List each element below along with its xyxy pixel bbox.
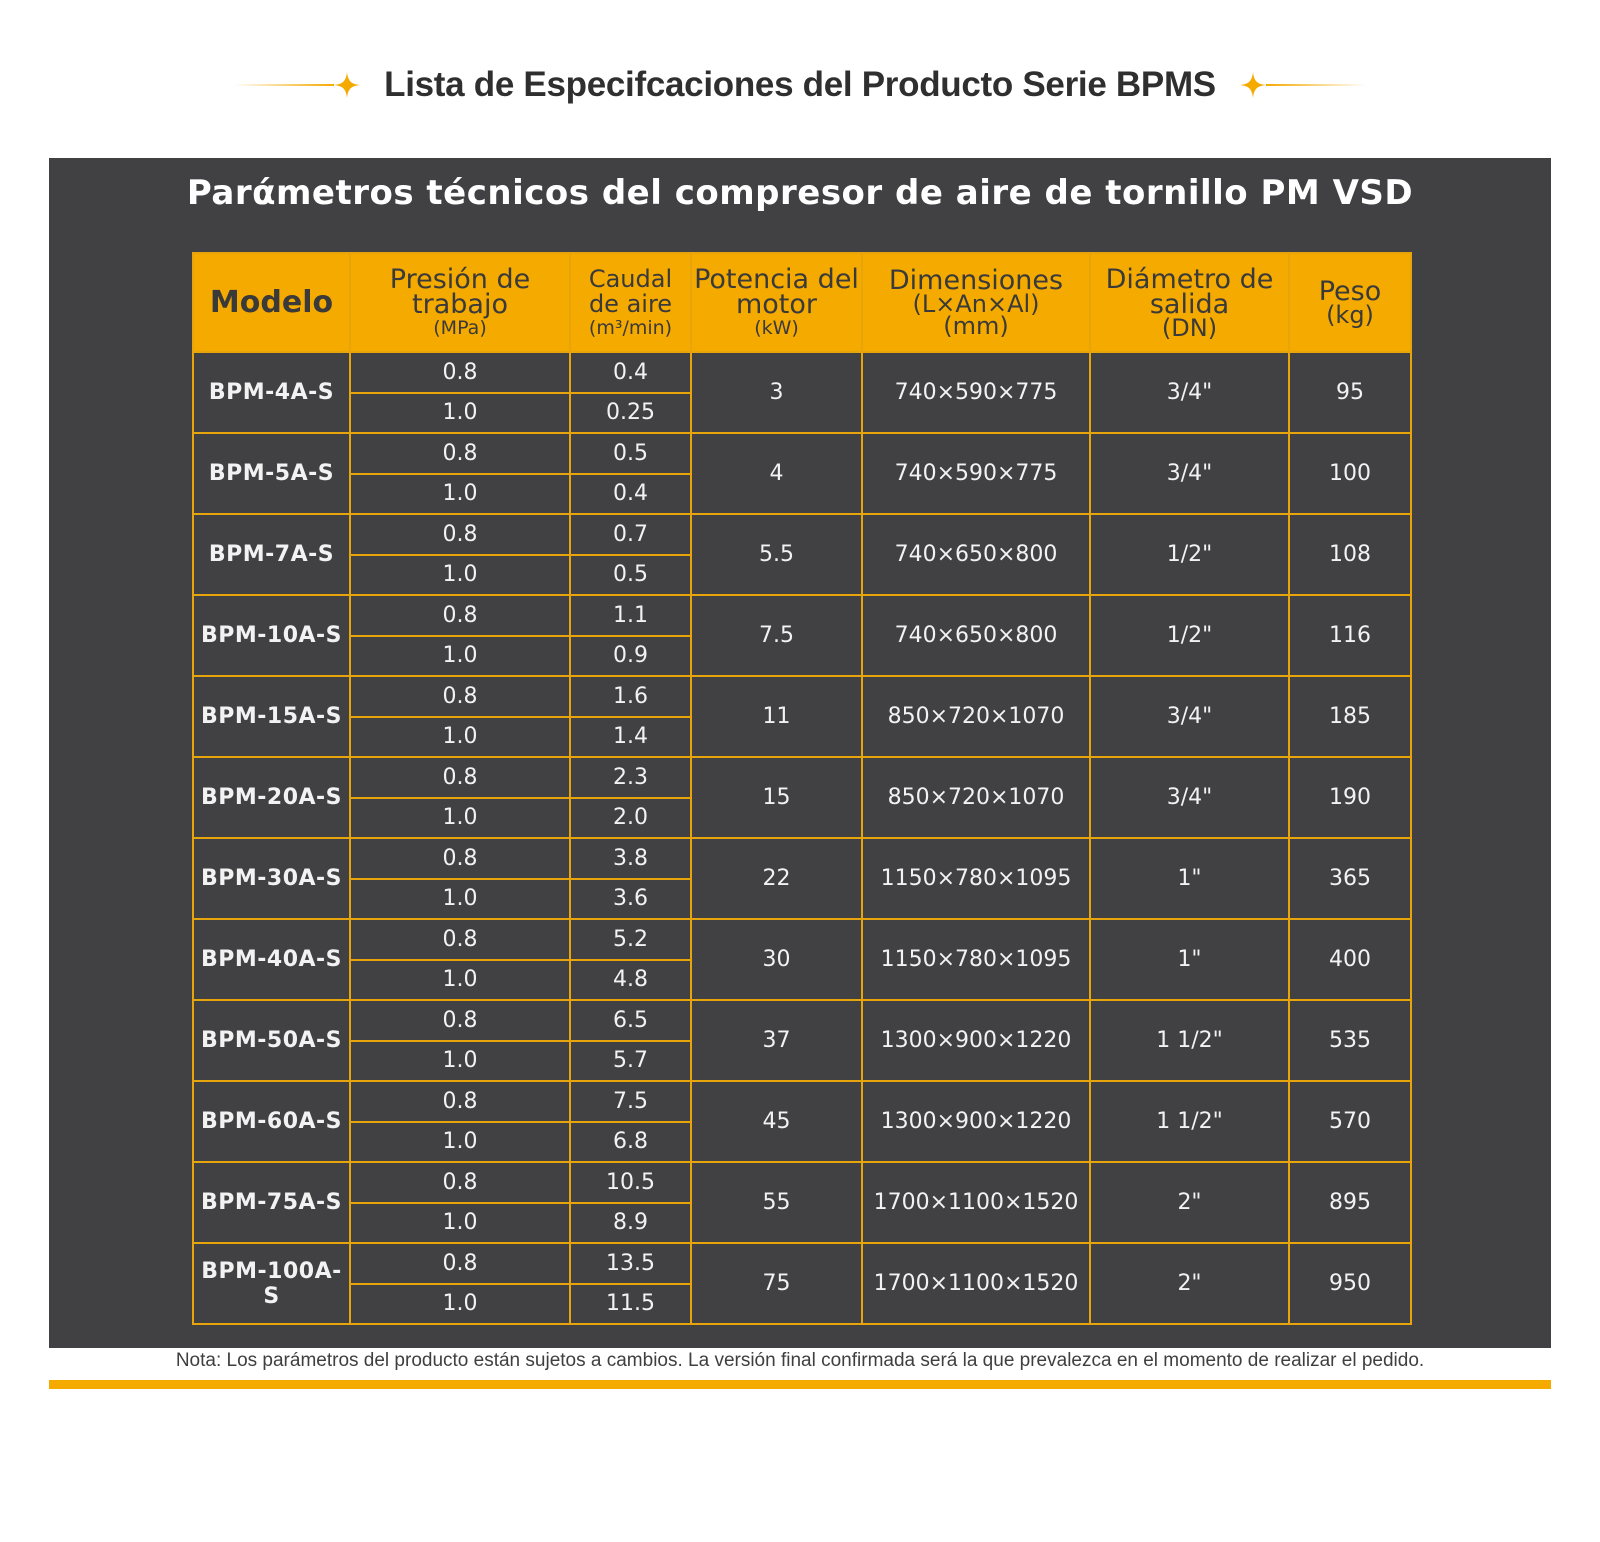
decoration-line xyxy=(234,84,334,86)
airflow-cell: 6.8 xyxy=(570,1122,691,1163)
title-decoration-left xyxy=(234,72,360,98)
power-cell: 3 xyxy=(691,352,862,433)
header-dimensions xyxy=(862,253,1090,352)
pressure-cell: 1.0 xyxy=(350,960,570,1001)
header-airflow xyxy=(570,253,691,352)
airflow-cell: 0.4 xyxy=(570,474,691,515)
airflow-cell: 1.4 xyxy=(570,717,691,758)
header-outlet-unit: (DN) xyxy=(1161,313,1218,342)
pressure-cell: 0.8 xyxy=(350,433,570,474)
table-row xyxy=(193,352,1411,393)
power-cell: 55 xyxy=(691,1162,862,1243)
panel-title: Parάmetros técnicos del compresor de aire de tornillo PM VSD xyxy=(186,173,1414,213)
airflow-cell: 2.3 xyxy=(570,757,691,798)
weight-cell: 950 xyxy=(1289,1243,1411,1324)
table-row xyxy=(193,757,1411,798)
header-power xyxy=(691,253,862,352)
pressure-cell: 0.8 xyxy=(350,514,570,555)
power-cell: 4 xyxy=(691,433,862,514)
weight-cell: 535 xyxy=(1289,1000,1411,1081)
dimensions-cell: 1300×900×1220 xyxy=(862,1000,1090,1081)
weight-cell: 116 xyxy=(1289,595,1411,676)
pressure-cell: 1.0 xyxy=(350,798,570,839)
airflow-cell: 5.7 xyxy=(570,1041,691,1082)
airflow-cell: 1.6 xyxy=(570,676,691,717)
dimensions-cell: 1300×900×1220 xyxy=(862,1081,1090,1162)
weight-cell: 895 xyxy=(1289,1162,1411,1243)
airflow-cell: 0.4 xyxy=(570,352,691,393)
header-dimensions-unit: (mm) xyxy=(943,312,1009,340)
dimensions-cell: 1150×780×1095 xyxy=(862,838,1090,919)
table-row xyxy=(193,838,1411,879)
weight-cell: 185 xyxy=(1289,676,1411,757)
disclaimer-note: Nota: Los parámetros del producto están sujetos a cambios. La versión final confirmada será la que prevalezca en el momento de realizar el pedido. xyxy=(175,1350,1425,1371)
header-power-label: Potencia del motor xyxy=(694,263,859,320)
airflow-cell: 6.5 xyxy=(570,1000,691,1041)
table-row xyxy=(193,1000,1411,1041)
pressure-cell: 0.8 xyxy=(350,595,570,636)
pressure-cell: 0.8 xyxy=(350,757,570,798)
decoration-line xyxy=(1266,84,1366,86)
power-cell: 75 xyxy=(691,1243,862,1324)
weight-cell: 190 xyxy=(1289,757,1411,838)
pressure-cell: 1.0 xyxy=(350,1203,570,1244)
pressure-cell: 0.8 xyxy=(350,838,570,879)
table-header-row xyxy=(193,253,1411,352)
sparkle-star-icon xyxy=(1240,72,1266,98)
model-cell: BPM-60A-S xyxy=(193,1081,350,1162)
pressure-cell: 0.8 xyxy=(350,676,570,717)
airflow-cell: 3.6 xyxy=(570,879,691,920)
airflow-cell: 0.5 xyxy=(570,433,691,474)
dimensions-cell: 740×590×775 xyxy=(862,352,1090,433)
header-pressure-label: Presión de trabajo xyxy=(389,263,531,320)
outlet-cell: 3/4" xyxy=(1090,352,1289,433)
pressure-cell: 1.0 xyxy=(350,1122,570,1163)
pressure-cell: 1.0 xyxy=(350,879,570,920)
model-cell: BPM-50A-S xyxy=(193,1000,350,1081)
dimensions-cell: 1150×780×1095 xyxy=(862,919,1090,1000)
spec-panel xyxy=(49,158,1551,1348)
weight-cell: 100 xyxy=(1289,433,1411,514)
pressure-cell: 1.0 xyxy=(350,717,570,758)
header-power-unit: (kW) xyxy=(754,316,799,339)
airflow-cell: 0.9 xyxy=(570,636,691,677)
dimensions-cell: 740×650×800 xyxy=(862,514,1090,595)
table-row xyxy=(193,1243,1411,1284)
weight-cell: 570 xyxy=(1289,1081,1411,1162)
model-cell: BPM-5A-S xyxy=(193,433,350,514)
table-row xyxy=(193,1162,1411,1203)
power-cell: 7.5 xyxy=(691,595,862,676)
table-row xyxy=(193,514,1411,555)
dimensions-cell: 850×720×1070 xyxy=(862,676,1090,757)
power-cell: 37 xyxy=(691,1000,862,1081)
outlet-cell: 3/4" xyxy=(1090,757,1289,838)
outlet-cell: 1" xyxy=(1090,838,1289,919)
airflow-cell: 11.5 xyxy=(570,1284,691,1325)
power-cell: 45 xyxy=(691,1081,862,1162)
airflow-cell: 0.5 xyxy=(570,555,691,596)
spec-table xyxy=(192,252,1412,1325)
table-row xyxy=(193,595,1411,636)
model-cell: BPM-100A-S xyxy=(193,1243,350,1324)
outlet-cell: 3/4" xyxy=(1090,433,1289,514)
model-cell: BPM-10A-S xyxy=(193,595,350,676)
airflow-cell: 3.8 xyxy=(570,838,691,879)
airflow-cell: 13.5 xyxy=(570,1243,691,1284)
pressure-cell: 0.8 xyxy=(350,1081,570,1122)
outlet-cell: 3/4" xyxy=(1090,676,1289,757)
header-pressure-unit: (MPa) xyxy=(433,316,487,339)
outlet-cell: 1/2" xyxy=(1090,595,1289,676)
model-cell: BPM-20A-S xyxy=(193,757,350,838)
pressure-cell: 0.8 xyxy=(350,1243,570,1284)
airflow-cell: 2.0 xyxy=(570,798,691,839)
pressure-cell: 1.0 xyxy=(350,474,570,515)
weight-cell: 95 xyxy=(1289,352,1411,433)
pressure-cell: 0.8 xyxy=(350,919,570,960)
dimensions-cell: 1700×1100×1520 xyxy=(862,1243,1090,1324)
outlet-cell: 1" xyxy=(1090,919,1289,1000)
airflow-cell: 1.1 xyxy=(570,595,691,636)
model-cell: BPM-40A-S xyxy=(193,919,350,1000)
table-row xyxy=(193,919,1411,960)
weight-cell: 365 xyxy=(1289,838,1411,919)
power-cell: 11 xyxy=(691,676,862,757)
model-cell: BPM-7A-S xyxy=(193,514,350,595)
airflow-cell: 4.8 xyxy=(570,960,691,1001)
pressure-cell: 1.0 xyxy=(350,1284,570,1325)
header-outlet xyxy=(1090,253,1289,352)
power-cell: 22 xyxy=(691,838,862,919)
header-model: Modelo xyxy=(193,253,350,352)
power-cell: 30 xyxy=(691,919,862,1000)
outlet-cell: 2" xyxy=(1090,1162,1289,1243)
airflow-cell: 10.5 xyxy=(570,1162,691,1203)
weight-cell: 400 xyxy=(1289,919,1411,1000)
bottom-accent-bar xyxy=(49,1380,1551,1389)
dimensions-cell: 850×720×1070 xyxy=(862,757,1090,838)
table-row xyxy=(193,1081,1411,1122)
power-cell: 15 xyxy=(691,757,862,838)
airflow-cell: 0.7 xyxy=(570,514,691,555)
outlet-cell: 1 1/2" xyxy=(1090,1081,1289,1162)
header-outlet-label: Diámetro de salida xyxy=(1105,263,1274,320)
dimensions-cell: 1700×1100×1520 xyxy=(862,1162,1090,1243)
airflow-cell: 5.2 xyxy=(570,919,691,960)
weight-cell: 108 xyxy=(1289,514,1411,595)
spec-table-body xyxy=(193,352,1411,1324)
header-airflow-label: Caudal de aire xyxy=(588,264,673,318)
model-cell: BPM-4A-S xyxy=(193,352,350,433)
airflow-cell: 0.25 xyxy=(570,393,691,434)
header-weight-unit: (kg) xyxy=(1326,301,1374,329)
pressure-cell: 1.0 xyxy=(350,393,570,434)
outlet-cell: 1/2" xyxy=(1090,514,1289,595)
pressure-cell: 1.0 xyxy=(350,1041,570,1082)
outlet-cell: 1 1/2" xyxy=(1090,1000,1289,1081)
table-row xyxy=(193,433,1411,474)
model-cell: BPM-30A-S xyxy=(193,838,350,919)
pressure-cell: 1.0 xyxy=(350,555,570,596)
airflow-cell: 7.5 xyxy=(570,1081,691,1122)
airflow-cell: 8.9 xyxy=(570,1203,691,1244)
dimensions-cell: 740×590×775 xyxy=(862,433,1090,514)
dimensions-cell: 740×650×800 xyxy=(862,595,1090,676)
outlet-cell: 2" xyxy=(1090,1243,1289,1324)
title-decoration-right xyxy=(1240,72,1366,98)
pressure-cell: 0.8 xyxy=(350,1000,570,1041)
table-row xyxy=(193,676,1411,717)
header-weight-label: Peso xyxy=(1318,276,1382,307)
header-airflow-unit: (m³/min) xyxy=(588,316,673,339)
header-weight xyxy=(1289,253,1411,352)
model-cell: BPM-75A-S xyxy=(193,1162,350,1243)
header-pressure xyxy=(350,253,570,352)
sparkle-star-icon xyxy=(334,72,360,98)
header-dimensions-label: Dimensiones xyxy=(888,265,1064,296)
pressure-cell: 0.8 xyxy=(350,1162,570,1203)
pressure-cell: 1.0 xyxy=(350,636,570,677)
header-dimensions-sub: (L×An×Al) xyxy=(912,290,1040,318)
pressure-cell: 0.8 xyxy=(350,352,570,393)
page-header xyxy=(0,55,1600,115)
model-cell: BPM-15A-S xyxy=(193,676,350,757)
power-cell: 5.5 xyxy=(691,514,862,595)
page-title: Lista de Especifcaciones del Producto Serie BPMS xyxy=(384,65,1216,104)
